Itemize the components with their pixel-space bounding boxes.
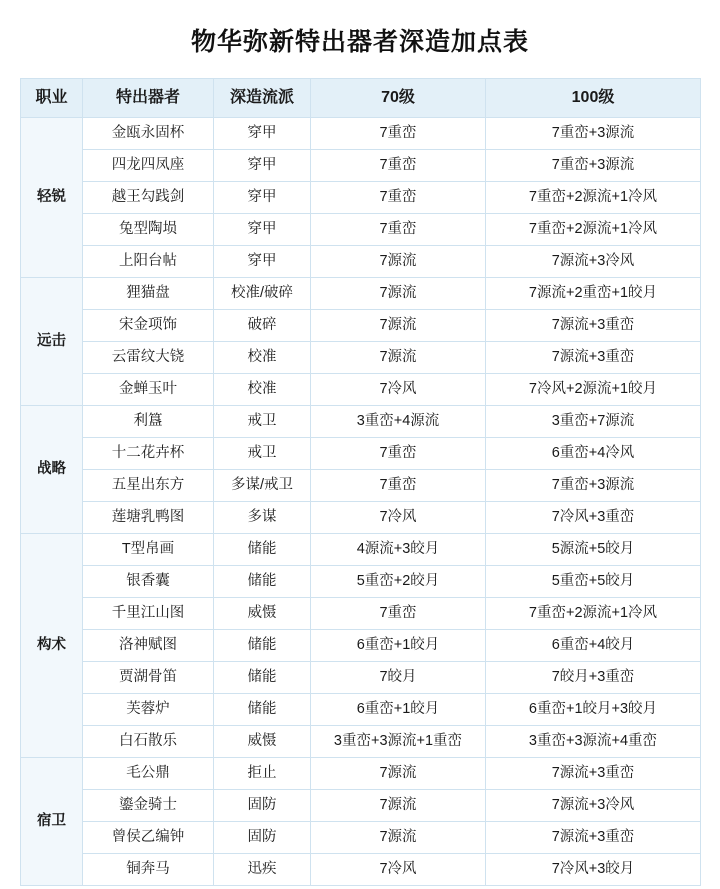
style-cell: 校准/破碎 [214,278,311,310]
lv100-build-cell: 5源流+5皎月 [486,534,701,566]
lv100-build-cell: 7源流+3重峦 [486,758,701,790]
style-cell: 校准 [214,342,311,374]
unit-name-cell: 鎏金骑士 [83,790,214,822]
lv100-build-cell: 7皎月+3重峦 [486,662,701,694]
table-row [21,438,701,470]
style-cell: 拒止 [214,758,311,790]
unit-name-cell: 利簋 [83,406,214,438]
style-cell: 迅疾 [214,854,311,886]
lv100-build-cell: 6重峦+4冷风 [486,438,701,470]
lv100-build-cell: 7重峦+3源流 [486,150,701,182]
lv100-build-cell: 7源流+2重峦+1皎月 [486,278,701,310]
unit-name-cell: 莲塘乳鸭图 [83,502,214,534]
lv70-build-cell: 6重峦+1皎月 [311,630,486,662]
style-cell: 戒卫 [214,438,311,470]
unit-name-cell: 金蝉玉叶 [83,374,214,406]
table-row [21,854,701,886]
lv70-build-cell: 7源流 [311,278,486,310]
unit-name-cell: 兔型陶埙 [83,214,214,246]
lv100-build-cell: 7重峦+2源流+1冷风 [486,598,701,630]
unit-name-cell: 银香囊 [83,566,214,598]
style-cell: 威慑 [214,598,311,630]
table-row [21,310,701,342]
unit-name-cell: 贾湖骨笛 [83,662,214,694]
lv70-build-cell: 7重峦 [311,438,486,470]
style-cell: 穿甲 [214,118,311,150]
lv100-build-cell: 7源流+3重峦 [486,822,701,854]
unit-name-cell: 云雷纹大铙 [83,342,214,374]
column-header-class: 职业 [21,79,83,118]
column-header-unit: 特出器者 [83,79,214,118]
lv70-build-cell: 7源流 [311,822,486,854]
table-body [21,118,701,886]
table-row [21,790,701,822]
style-cell: 穿甲 [214,150,311,182]
table-row [21,598,701,630]
lv70-build-cell: 7源流 [311,246,486,278]
unit-name-cell: 曾侯乙编钟 [83,822,214,854]
lv100-build-cell: 7冷风+3重峦 [486,502,701,534]
lv100-build-cell: 3重峦+3源流+4重峦 [486,726,701,758]
lv70-build-cell: 7冷风 [311,374,486,406]
lv70-build-cell: 7重峦 [311,182,486,214]
lv100-build-cell: 5重峦+5皎月 [486,566,701,598]
class-category-cell: 宿卫 [21,758,83,886]
style-cell: 校准 [214,374,311,406]
table-row [21,726,701,758]
column-header-lv100: 100级 [486,79,701,118]
table-row [21,278,701,310]
lv70-build-cell: 6重峦+1皎月 [311,694,486,726]
lv70-build-cell: 5重峦+2皎月 [311,566,486,598]
table-row [21,822,701,854]
lv70-build-cell: 7冷风 [311,502,486,534]
lv100-build-cell: 7源流+3重峦 [486,310,701,342]
table-row [21,758,701,790]
lv100-build-cell: 7重峦+2源流+1冷风 [486,182,701,214]
table-row [21,342,701,374]
table-header [21,79,701,118]
unit-name-cell: 铜奔马 [83,854,214,886]
unit-name-cell: 宋金项饰 [83,310,214,342]
unit-name-cell: 四龙四凤座 [83,150,214,182]
class-category-cell: 轻锐 [21,118,83,278]
style-cell: 戒卫 [214,406,311,438]
table-row [21,534,701,566]
style-cell: 储能 [214,694,311,726]
lv70-build-cell: 7源流 [311,310,486,342]
lv70-build-cell: 7重峦 [311,214,486,246]
unit-name-cell: 毛公鼎 [83,758,214,790]
lv100-build-cell: 7重峦+3源流 [486,118,701,150]
lv100-build-cell: 6重峦+4皎月 [486,630,701,662]
style-cell: 穿甲 [214,182,311,214]
lv70-build-cell: 7源流 [311,790,486,822]
style-cell: 多谋 [214,502,311,534]
unit-name-cell: 芙蓉炉 [83,694,214,726]
table-row [21,150,701,182]
lv70-build-cell: 4源流+3皎月 [311,534,486,566]
table-row [21,182,701,214]
lv100-build-cell: 7源流+3冷风 [486,246,701,278]
style-cell: 穿甲 [214,246,311,278]
unit-name-cell: 千里江山图 [83,598,214,630]
style-cell: 固防 [214,822,311,854]
lv100-build-cell: 7重峦+3源流 [486,470,701,502]
unit-name-cell: 金瓯永固杯 [83,118,214,150]
style-cell: 储能 [214,662,311,694]
lv70-build-cell: 7源流 [311,758,486,790]
unit-name-cell: 上阳台帖 [83,246,214,278]
lv70-build-cell: 7重峦 [311,150,486,182]
table-row [21,502,701,534]
table-row [21,406,701,438]
column-header-lv70: 70级 [311,79,486,118]
style-cell: 储能 [214,534,311,566]
lv100-build-cell: 7源流+3重峦 [486,342,701,374]
table-row [21,630,701,662]
lv70-build-cell: 7皎月 [311,662,486,694]
table-row [21,470,701,502]
lv70-build-cell: 3重峦+3源流+1重峦 [311,726,486,758]
lv70-build-cell: 7重峦 [311,470,486,502]
lv100-build-cell: 7冷风+2源流+1皎月 [486,374,701,406]
unit-name-cell: T型帛画 [83,534,214,566]
class-category-cell: 远击 [21,278,83,406]
lv100-build-cell: 3重峦+7源流 [486,406,701,438]
column-header-style: 深造流派 [214,79,311,118]
style-cell: 穿甲 [214,214,311,246]
table-header-row [21,79,701,118]
lv70-build-cell: 7冷风 [311,854,486,886]
lv70-build-cell: 7重峦 [311,118,486,150]
lv100-build-cell: 7源流+3冷风 [486,790,701,822]
lv100-build-cell: 6重峦+1皎月+3皎月 [486,694,701,726]
style-cell: 多谋/戒卫 [214,470,311,502]
lv100-build-cell: 7重峦+2源流+1冷风 [486,214,701,246]
class-category-cell: 战略 [21,406,83,534]
unit-name-cell: 越王勾践剑 [83,182,214,214]
unit-name-cell: 狸猫盘 [83,278,214,310]
lv70-build-cell: 7重峦 [311,598,486,630]
class-category-cell: 构术 [21,534,83,758]
style-cell: 固防 [214,790,311,822]
style-cell: 破碎 [214,310,311,342]
lv70-build-cell: 3重峦+4源流 [311,406,486,438]
table-row [21,662,701,694]
lv70-build-cell: 7源流 [311,342,486,374]
unit-name-cell: 十二花卉杯 [83,438,214,470]
lv100-build-cell: 7冷风+3皎月 [486,854,701,886]
unit-name-cell: 白石散乐 [83,726,214,758]
unit-name-cell: 五星出东方 [83,470,214,502]
table-row [21,566,701,598]
style-cell: 威慑 [214,726,311,758]
table-row [21,214,701,246]
skill-points-table [20,78,701,886]
table-row [21,118,701,150]
table-row [21,246,701,278]
unit-name-cell: 洛神赋图 [83,630,214,662]
table-row [21,694,701,726]
table-row [21,374,701,406]
page-title: 物华弥新特出器者深造加点表 [190,28,529,56]
style-cell: 储能 [214,566,311,598]
style-cell: 储能 [214,630,311,662]
